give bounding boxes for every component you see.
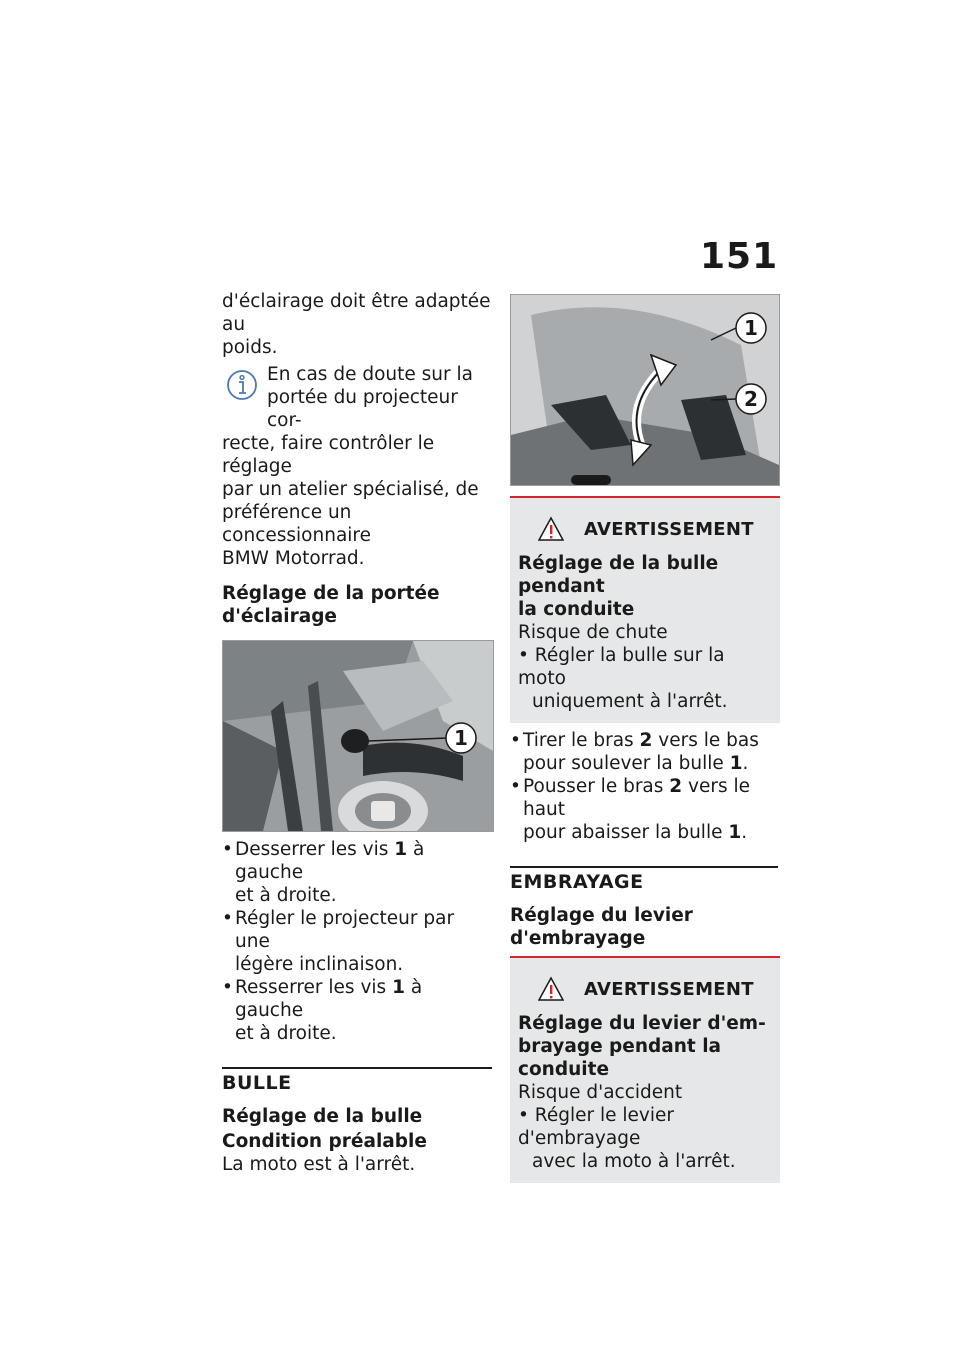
section-title-bulle: BULLE bbox=[222, 1072, 292, 1094]
warning-title: AVERTISSEMENT bbox=[518, 976, 772, 1002]
info-note bbox=[222, 363, 494, 570]
headlight-adjuster-photo bbox=[222, 640, 494, 832]
warning-heading: Réglage du levier d'em- bbox=[518, 1013, 766, 1034]
warning-bullet: • Régler le levier d'embrayage bbox=[518, 1105, 674, 1149]
step-item: • Desserrer les vis 1 à gauche et à droite. bbox=[222, 838, 494, 907]
heading-precondition: Condition préalable bbox=[222, 1131, 427, 1152]
step-item: • Régler le projecteur par une légère inclinaison. bbox=[222, 907, 494, 976]
step-item: • Tirer le bras 2 vers le bas pour soulever la bulle 1. bbox=[510, 729, 780, 775]
heading-clutch-lever: d'embrayage bbox=[510, 928, 646, 949]
warning-box-clutch bbox=[510, 956, 780, 1183]
warning-heading: la conduite bbox=[518, 599, 635, 620]
info-icon bbox=[226, 369, 258, 401]
note-line: préférence un concessionnaire bbox=[222, 502, 372, 546]
heading-headlight-range: d'éclairage bbox=[222, 606, 337, 627]
warning-title: AVERTISSEMENT bbox=[518, 516, 772, 542]
headlight-illustration bbox=[223, 641, 493, 831]
windshield-photo bbox=[510, 294, 780, 486]
note-line: En cas de doute sur la bbox=[267, 364, 473, 385]
section-divider bbox=[510, 866, 778, 868]
warning-risk: Risque d'accident bbox=[518, 1082, 683, 1103]
note-line: BMW Motorrad. bbox=[222, 548, 365, 569]
heading-headlight-range: Réglage de la portée bbox=[222, 583, 440, 604]
callout-1: 1 bbox=[744, 316, 758, 340]
callout-2: 2 bbox=[744, 387, 758, 411]
precondition-text: La moto est à l'arrêt. bbox=[222, 1154, 416, 1175]
step-item: • Pousser le bras 2 vers le haut pour abaisser la bulle 1. bbox=[510, 775, 780, 844]
left-column bbox=[222, 290, 494, 1176]
note-line: recte, faire contrôler le réglage bbox=[222, 433, 435, 477]
warning-box-windshield bbox=[510, 496, 780, 723]
warning-heading: Réglage de la bulle pendant bbox=[518, 553, 719, 597]
windshield-illustration bbox=[511, 295, 779, 485]
warning-bullet: • Régler la bulle sur la moto bbox=[518, 645, 725, 689]
warning-bullet-cont: uniquement à l'arrêt. bbox=[532, 691, 728, 712]
headlight-steps bbox=[222, 838, 494, 1045]
step-item: • Resserrer les vis 1 à gauche et à droite. bbox=[222, 976, 494, 1045]
right-column bbox=[510, 294, 780, 1183]
heading-windshield: Réglage de la bulle bbox=[222, 1106, 423, 1127]
note-line: portée du projecteur cor- bbox=[267, 387, 458, 431]
warning-icon bbox=[538, 976, 564, 1002]
warning-bullet-cont: avec la moto à l'arrêt. bbox=[532, 1151, 736, 1172]
heading-clutch-lever: Réglage du levier bbox=[510, 905, 693, 926]
section-title-embrayage: EMBRAYAGE bbox=[510, 871, 644, 893]
warning-risk: Risque de chute bbox=[518, 622, 668, 643]
intro-text-line: d'éclairage doit être adaptée au bbox=[222, 291, 491, 335]
page-number: 151 bbox=[700, 236, 779, 277]
windshield-steps bbox=[510, 729, 780, 844]
warning-heading: brayage pendant la conduite bbox=[518, 1036, 722, 1080]
callout-1: 1 bbox=[454, 726, 468, 750]
section-divider bbox=[222, 1067, 492, 1069]
note-line: par un atelier spécialisé, de bbox=[222, 479, 479, 500]
intro-text-line: poids. bbox=[222, 337, 278, 358]
warning-icon bbox=[538, 516, 564, 542]
